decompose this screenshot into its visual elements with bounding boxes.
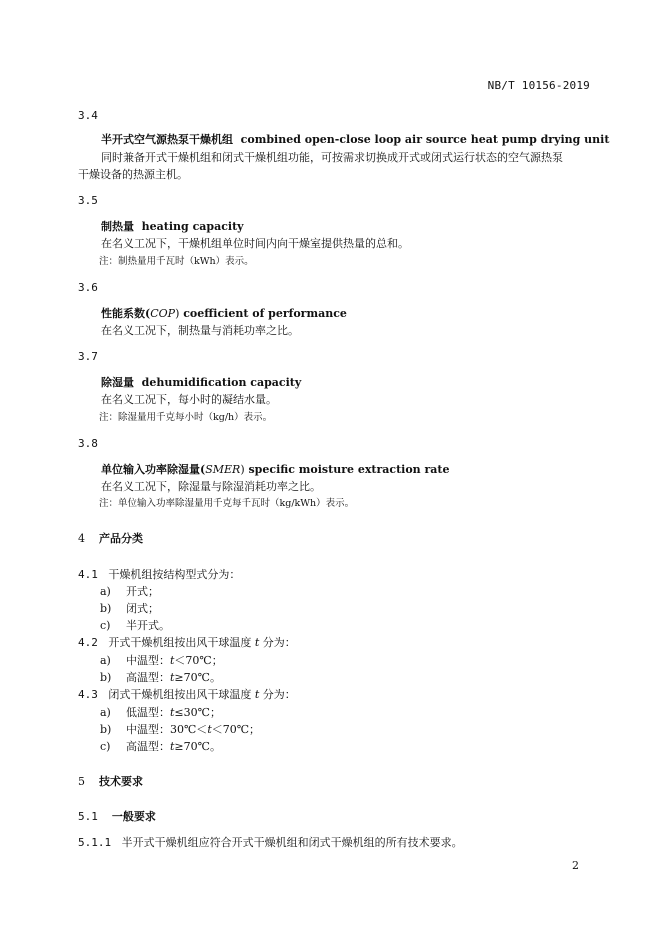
clause-number: 5.1.1 [78,836,112,849]
list-text: 中温型：30℃＜ [126,723,208,736]
term-title [101,306,347,322]
clause-text: 分为： [259,636,296,649]
chapter-heading [78,531,143,547]
list-text: ≥70℃。 [174,671,221,684]
list-label: c) [100,740,111,753]
clause-text: 分为： [259,688,296,701]
list-text: 低温型： [126,706,170,719]
list-label: b) [100,602,112,615]
variable: t [170,654,175,667]
list-label: b) [100,723,112,736]
variable: t [254,636,260,649]
term-en: dehumidification capacity [141,376,302,389]
list-label: a) [100,585,111,598]
clause-number: 4.2 [78,636,98,649]
term-note: 注：除湿量用千克每小时（kg/h）表示。 [99,412,273,423]
clause [78,687,296,703]
variable: t [254,688,260,701]
list-text: 开式； [126,585,159,598]
clause-number: 4.1 [78,568,98,581]
term-abbr: COP [150,307,176,320]
chapter-title: 技术要求 [99,775,143,788]
list-label: a) [100,654,111,667]
list-item [100,584,159,600]
term-en: heating capacity [141,220,244,233]
list-label: a) [100,706,111,719]
list-text: ＜70℃； [174,654,223,667]
page-number: 2 [572,859,579,872]
term-number: 3.5 [78,194,98,207]
section-title: 一般要求 [111,810,156,823]
list-item [100,618,170,634]
term-cn: 半开式空气源热泵干燥机组 [101,133,233,146]
list-text: ≥70℃。 [174,740,221,753]
term-definition: 在名义工况下，除湿量与除湿消耗功率之比。 [101,480,321,493]
clause-text: 闭式干燥机组按出风干球温度 [108,688,255,701]
term-cn-close: ) [240,463,245,476]
term-en: combined open-close loop air source heat pump drying unit [240,133,610,146]
list-item [100,705,221,721]
list-text: 半开式。 [126,619,170,632]
chapter-number: 5 [78,775,85,788]
clause [78,635,296,651]
list-text: ≤30℃； [174,706,221,719]
clause-text: 开式干燥机组按出风干球温度 [108,636,255,649]
list-item [100,653,223,669]
term-cn: 制热量 [101,220,134,233]
term-note: 注：单位输入功率除湿量用千克每千瓦时（kg/kWh）表示。 [99,498,355,509]
clause-text: 半开式干燥机组应符合开式干燥机组和闭式干燥机组的所有技术要求。 [121,836,463,849]
clause-number: 4.3 [78,688,98,701]
term-title [101,375,301,391]
term-number: 3.6 [78,281,98,294]
term-abbr: SMER [205,463,241,476]
term-title [101,219,244,235]
term-definition: 在名义工况下，每小时的凝结水量。 [101,393,277,406]
list-text: 高温型： [126,740,170,753]
list-text: ＜70℃； [211,723,261,736]
term-definition-continued: 干燥设备的热源主机。 [78,168,188,181]
clause [78,835,463,851]
term-title [101,462,450,478]
term-cn: 除湿量 [101,376,134,389]
term-cn-close: ) [175,307,180,320]
list-item [100,722,260,738]
list-label: b) [100,671,112,684]
list-label: c) [100,619,111,632]
list-text: 高温型： [126,671,170,684]
term-cn: 单位输入功率除湿量( [101,463,206,476]
term-definition: 在名义工况下，制热量与消耗功率之比。 [101,324,299,337]
term-en: coefficient of performance [183,307,347,320]
clause-text: 干燥机组按结构型式分为： [108,568,241,581]
clause [78,567,240,583]
term-number: 3.7 [78,350,98,363]
term-en: specific moisture extraction rate [248,463,450,476]
section-number: 5.1 [78,810,98,823]
term-definition: 在名义工况下，干燥机组单位时间内向干燥室提供热量的总和。 [101,237,409,250]
list-item [100,739,221,755]
list-item [100,601,159,617]
term-title [101,132,609,148]
term-definition: 同时兼备开式干燥机组和闭式干燥机组功能，可按需求切换成开式或闭式运行状态的空气源热泵 [101,151,563,164]
term-note: 注：制热量用千瓦时（kWh）表示。 [99,256,254,267]
section-heading [78,809,156,825]
term-number: 3.8 [78,437,98,450]
list-text: 中温型： [126,654,170,667]
list-item [100,670,221,686]
chapter-heading [78,774,143,790]
variable: t [207,723,212,736]
chapter-title: 产品分类 [99,532,143,545]
document-code: NB/T 10156-2019 [487,79,590,92]
term-number: 3.4 [78,109,98,122]
term-cn: 性能系数( [101,307,151,320]
variable: t [170,671,175,684]
variable: t [170,740,175,753]
variable: t [170,706,175,719]
chapter-number: 4 [78,532,85,545]
list-text: 闭式； [126,602,159,615]
